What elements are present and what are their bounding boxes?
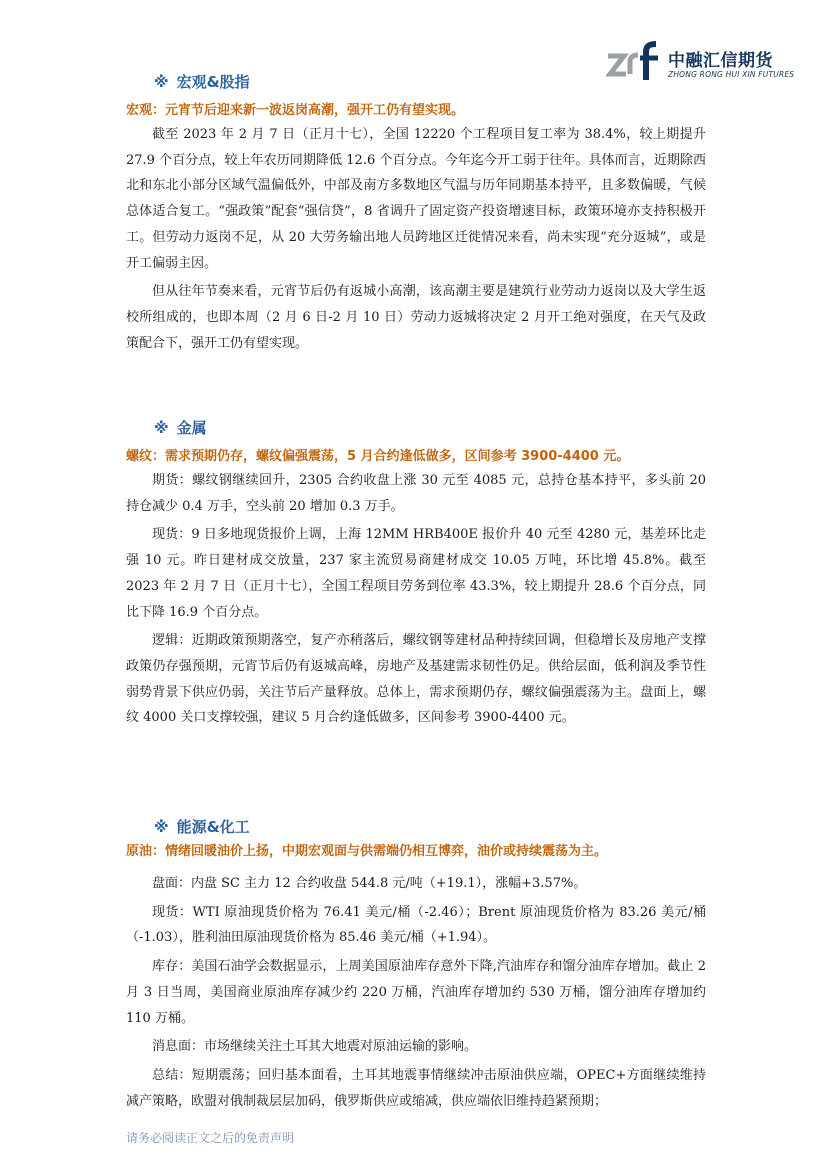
section-macro [126, 72, 706, 356]
section-headline: 原油：情绪回暖油价上扬，中期宏观面与供需端仍相互博弈，油价或持续震荡为主。 [126, 844, 608, 859]
disclaimer-footer: 请务必阅读正文之后的免责声明 [126, 1131, 295, 1145]
reference-mark-icon: ※ [154, 419, 169, 437]
paragraph: 库存：美国石油学会数据显示，上周美国原油库存意外下降,汽油库存和馏分油库存增加。截止 2 月 3 日当周，美国商业原油库存减少约 220 万桶，汽油库存增加约 530 万桶，馏分油库存增加约 110 万桶。 [126, 959, 706, 1026]
paragraph: 截至 2023 年 2 月 7 日（正月十七），全国 12220 个工程项目复工率为 38.4%，较上期提升 27.9 个百分点，较上年农历同期降低 12.6 个百分点。今年迄今开工弱于往年。具体而言，近期除西北和东北小部分区域气温偏低外，中部及南方多数地区气温与历年同期基本持平，且多数偏暖，气候总体适合复工。“强政策”配套“强信贷”，8 省调升了固定资产投资增速目标，政策环境亦支持积极开工。但劳动力返岗不足，从 20 大劳务输出地人员跨地区迁徙情况来看，尚未实现“充分返城”，或是开工偏弱主因。 [126, 127, 706, 271]
paragraph: 现货：WTI 原油现货价格为 76.41 美元/桶（-2.46）；Brent 原油现货价格为 83.26 美元/桶（-1.03），胜利油田原油现货价格为 85.46 美元/桶（+1.94）。 [126, 904, 706, 946]
logo-name-cn: 中融汇信期货 [668, 51, 773, 71]
section-title-text: 宏观&股指 [176, 73, 250, 91]
logo-name-en: ZHONG RONG HUI XIN FUTURES [668, 70, 795, 79]
reference-mark-icon: ※ [154, 818, 169, 836]
section-headline: 宏观：元宵节后迎来新一波返岗高潮，强开工仍有望实现。 [126, 103, 465, 118]
section-title [126, 418, 706, 438]
section-energy-chemicals [126, 817, 706, 1114]
section-title-text: 金属 [176, 419, 207, 437]
paragraph: 盘面：内盘 SC 主力 12 合约收盘 544.8 元/吨（+19.1），涨幅+3.57%。 [152, 876, 587, 891]
section-metals [126, 418, 706, 731]
section-headline: 螺纹：需求预期仍存，螺纹偏强震荡，5 月合约逢低做多，区间参考 3900-4400 元。 [126, 449, 630, 464]
paragraph: 逻辑：近期政策预期落空，复产亦稍落后，螺纹钢等建材品种持续回调，但稳增长及房地产支撑政策仍存强预期，元宵节后仍有返城高峰，房地产及基建需求韧性仍足。供给层面，低利润及季节性弱势背景下供应仍弱，关注节后产量释放。总体上，需求预期仍存，螺纹偏强震荡为主。盘面上，螺纹 4000 关口支撑较强，建议 5 月合约逢低做多，区间参考 3900-4400 元。 [126, 633, 706, 726]
paragraph: 现货：9 日多地现货报价上调，上海 12MM HRB400E 报价升 40 元至 4280 元，基差环比走强 10 元。昨日建材成交放量，237 家主流贸易商建材成交 10.05 万吨，环比增 45.8%。截至 2023 年 2 月 7 日（正月十七），全国工程项目劳务到位率 43.3%，较上期提升 28.6 个百分点，同比下降 16.9 个百分点。 [126, 527, 706, 620]
paragraph: 但从往年节奏来看，元宵节后仍有返城小高潮，该高潮主要是建筑行业劳动力返岗以及大学生返校所组成的，也即本周（2 月 6 日-2 月 10 日）劳动力返城将决定 2 月开工绝对强度，在天气及政策配合下，强开工仍有望实现。 [126, 284, 706, 351]
paragraph: 消息面：市场继续关注土耳其大地震对原油运输的影响。 [152, 1039, 478, 1055]
section-title [126, 817, 706, 837]
section-title-text: 能源&化工 [176, 818, 250, 836]
paragraph: 总结：短期震荡；回归基本面看，土耳其地震事情继续冲击原油供应端，OPEC+方面继续维持减产策略，欧盟对俄制裁层层加码，俄罗斯供应或缩减，供应端依旧维持趋紧预期； [126, 1067, 706, 1109]
section-title [126, 72, 706, 92]
reference-mark-icon: ※ [154, 73, 169, 91]
paragraph: 期货：螺纹钢继续回升，2305 合约收盘上涨 30 元至 4085 元，总持仓基本持平，多头前 20 持仓减少 0.4 万手，空头前 20 增加 0.3 万手。 [126, 473, 706, 514]
